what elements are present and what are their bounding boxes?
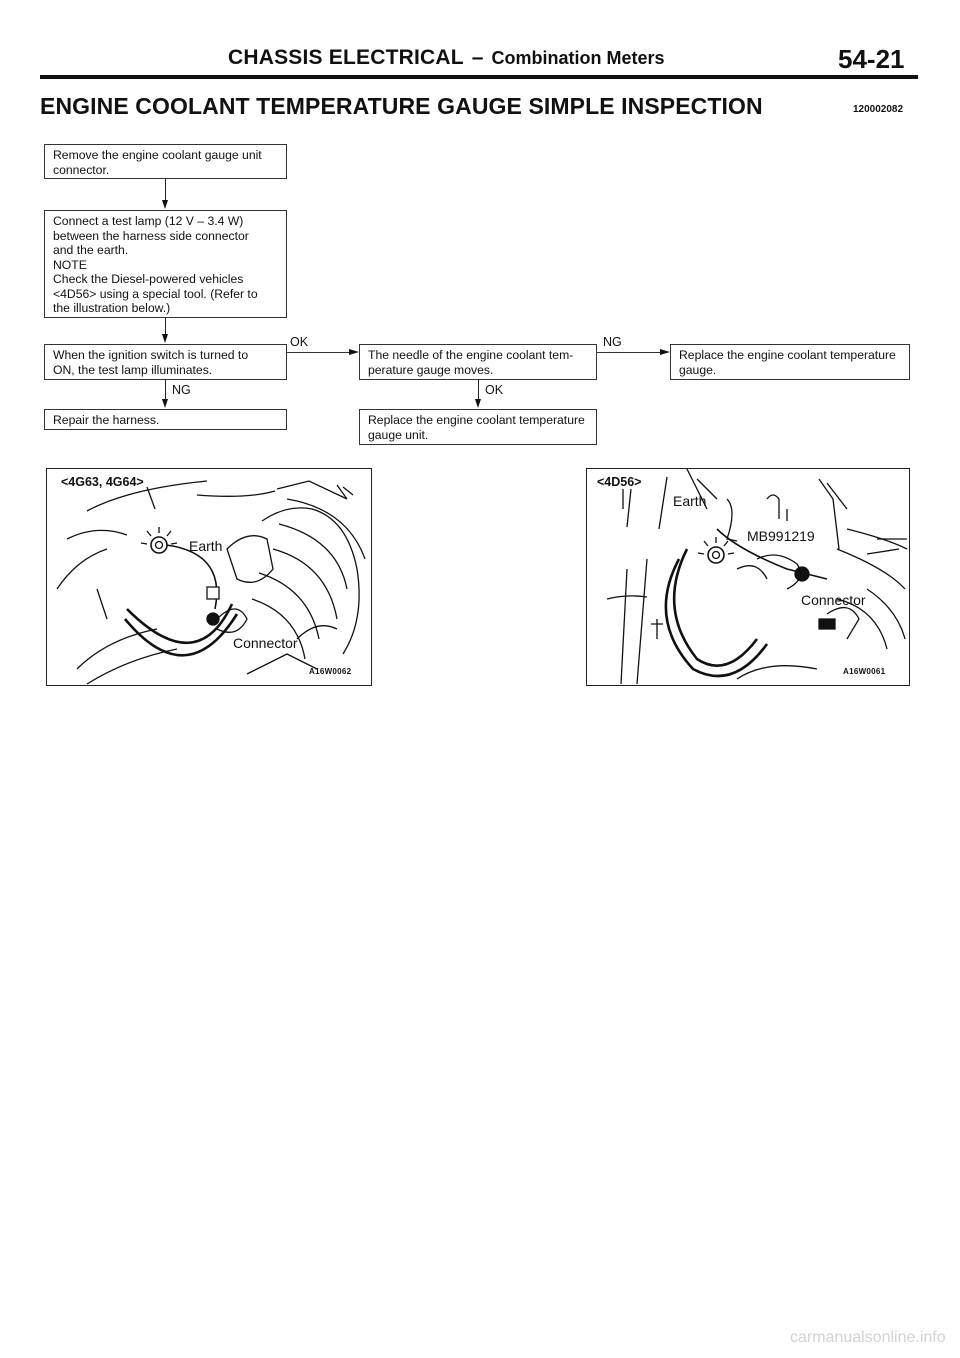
engine-variant-caption: <4G63, 4G64> (61, 475, 144, 489)
watermark: carmanualsonline.info (790, 1329, 946, 1346)
flow-line (478, 380, 479, 400)
page-header (228, 46, 664, 70)
branch-label-ok: OK (290, 335, 309, 349)
engine-variant-caption: <4D56> (597, 475, 642, 489)
arrow-down-icon (162, 334, 168, 343)
step-text: between the harness side connector (53, 228, 249, 243)
arrow-down-icon (475, 399, 481, 408)
branch-label-ok: OK (485, 383, 504, 397)
step-text: Remove the engine coolant gauge unit (53, 148, 262, 162)
step-text: gauge. (679, 362, 717, 377)
connector-label: Connector (801, 592, 866, 608)
step-connect-test-lamp (44, 210, 287, 318)
figure-code: A16W0062 (309, 667, 352, 676)
flow-line (287, 352, 349, 353)
step-replace-gauge (670, 344, 910, 380)
step-text: The needle of the engine coolant tem- (368, 348, 574, 362)
step-replace-gauge-unit (359, 409, 597, 445)
branch-label-ng: NG (172, 383, 191, 397)
flow-line (165, 318, 166, 335)
step-text: <4D56> using a special tool. (Refer to (53, 286, 258, 301)
step-text: perature gauge moves. (368, 362, 494, 377)
earth-label: Earth (673, 493, 707, 509)
illustration-4d56 (586, 468, 910, 686)
flow-line (165, 380, 166, 400)
connector-label: Connector (233, 635, 298, 651)
flow-line (165, 179, 166, 201)
arrow-right-icon (660, 349, 670, 355)
page-number: 54-21 (838, 44, 905, 74)
step-text: Replace the engine coolant temperature (679, 348, 896, 362)
engine-bay-illustration (587, 469, 910, 686)
note-heading: NOTE (53, 257, 87, 272)
branch-label-ng: NG (603, 335, 622, 349)
step-text: ON, the test lamp illuminates. (53, 362, 213, 377)
step-ignition-check (44, 344, 287, 380)
arrow-down-icon (162, 399, 168, 408)
step-text: Connect a test lamp (12 V – 3.4 W) (53, 214, 244, 228)
special-tool-label: MB991219 (747, 528, 815, 544)
earth-label: Earth (189, 538, 223, 554)
procedure-title: ENGINE COOLANT TEMPERATURE GAUGE SIMPLE INSPECTION (40, 93, 763, 119)
document-id: 120002082 (853, 104, 904, 115)
step-text: gauge unit. (368, 427, 429, 442)
step-remove-connector (44, 144, 287, 179)
step-text: Repair the harness. (53, 413, 160, 427)
step-text: When the ignition switch is turned to (53, 348, 249, 362)
flow-line (597, 352, 660, 353)
figure-code: A16W0061 (843, 667, 886, 676)
header-dash: – (471, 46, 484, 69)
engine-bay-illustration (47, 469, 372, 686)
step-text: Check the Diesel-powered vehicles (53, 272, 244, 286)
step-text: and the earth. (53, 243, 129, 257)
step-text: connector. (53, 162, 110, 177)
section-title: CHASSIS ELECTRICAL (228, 46, 464, 69)
illustration-4g63-4g64 (46, 468, 372, 686)
arrow-down-icon (162, 200, 168, 209)
subsection-title: Combination Meters (491, 48, 665, 68)
step-needle-check (359, 344, 597, 380)
header-rule (40, 75, 918, 79)
arrow-right-icon (349, 349, 359, 355)
step-text: the illustration below.) (53, 301, 171, 315)
step-repair-harness (44, 409, 287, 430)
step-text: Replace the engine coolant temperature (368, 413, 585, 427)
